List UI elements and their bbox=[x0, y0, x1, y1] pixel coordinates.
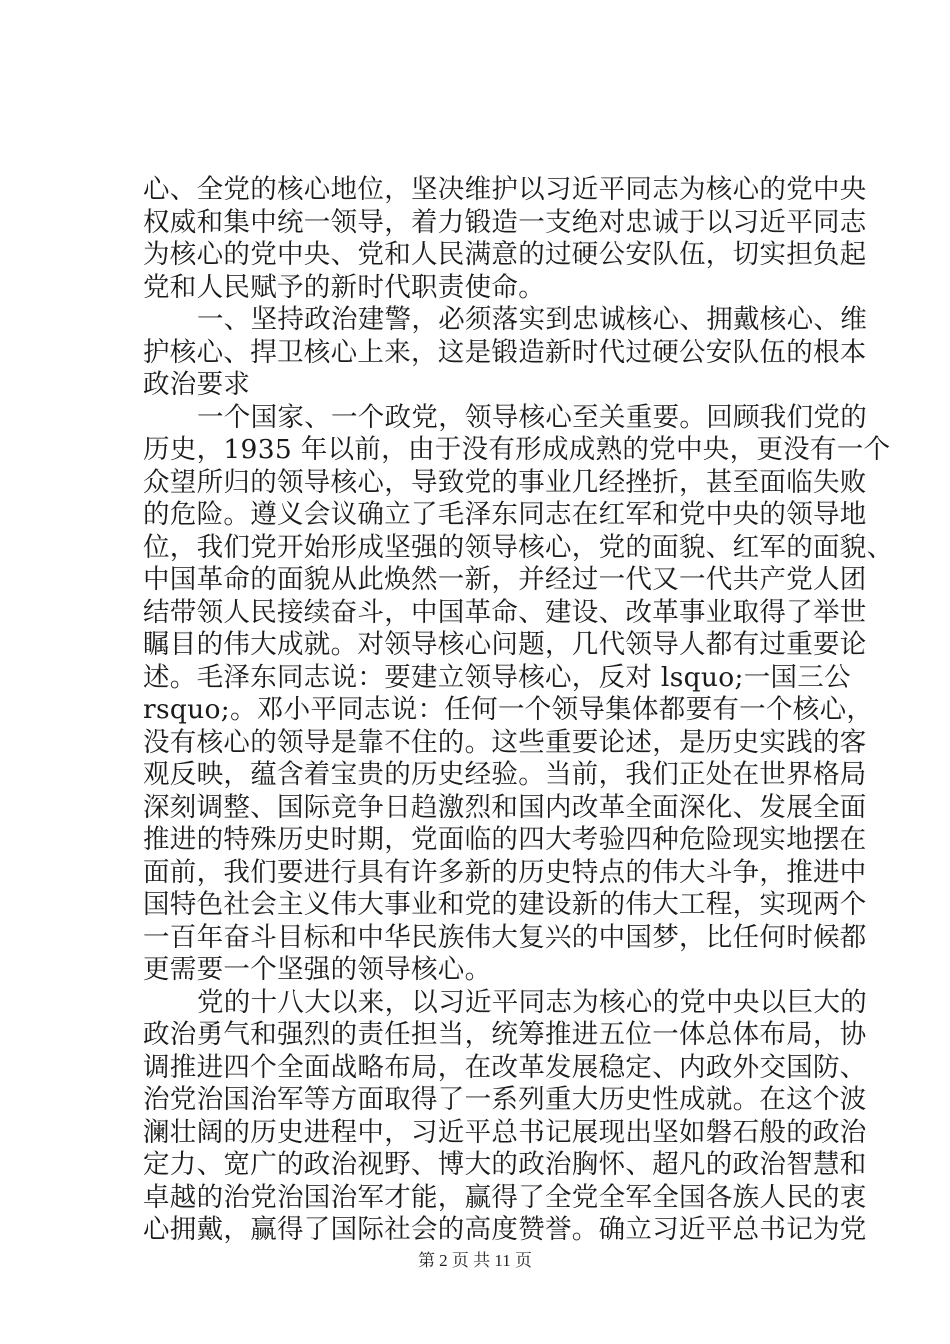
text-line: 历史，1935 年以前，由于没有形成成熟的党中央，更没有一个 bbox=[143, 434, 891, 465]
text-line: 国特色社会主义伟大事业和党的建设新的伟大工程，实现两个 bbox=[143, 889, 867, 920]
text-line: 述。毛泽东同志说：要建立领导核心，反对 lsquo;一国三公 bbox=[143, 661, 851, 693]
text-line: 党和人民赋予的新时代职责使命。 bbox=[143, 271, 545, 303]
text-line: 众望所归的领导核心，导致党的事业几经挫折，甚至面临失败 bbox=[143, 466, 867, 498]
text-line: 更需要一个坚强的领导核心。 bbox=[143, 954, 492, 985]
text-line: 没有核心的领导是靠不住的。这些重要论述，是历史实践的客 bbox=[143, 726, 867, 758]
paragraph-first-line: 党的十八大以来，以习近平同志为核心的党中央以巨大的 bbox=[197, 986, 867, 1018]
text-line: 位，我们党开始形成坚强的领导核心，党的面貌、红军的面貌、 bbox=[143, 531, 894, 563]
text-line: rsquo;。邓小平同志说：任何一个领导集体都要有一个核心， bbox=[143, 694, 874, 725]
text-line: 政治勇气和强烈的责任担当，统筹推进五位一体总体布局，协 bbox=[143, 1019, 867, 1050]
text-line: 为核心的党中央、党和人民满意的过硬公安队伍，切实担负起 bbox=[143, 239, 867, 270]
text-line: 治党治国治军等方面取得了一系列重大历史性成就。在这个波 bbox=[143, 1084, 867, 1115]
text-line: 护核心、捍卫核心上来，这是锻造新时代过硬公安队伍的根本 bbox=[143, 336, 867, 368]
text-line: 结带领人民接续奋斗，中国革命、建设、改革事业取得了举世 bbox=[143, 596, 867, 628]
text-line: 政治要求 bbox=[143, 369, 251, 400]
body-text bbox=[143, 174, 894, 1247]
text-line: 面前，我们要进行具有许多新的历史特点的伟大斗争，推进中 bbox=[143, 856, 867, 888]
text-line: 观反映，蕴含着宝贵的历史经验。当前，我们正处在世界格局 bbox=[143, 759, 867, 790]
text-line: 权威和集中统一领导，着力锻造一支绝对忠诚于以习近平同志 bbox=[143, 206, 867, 238]
text-line: 卓越的治党治国治军才能，赢得了全党全军全国各族人民的衷 bbox=[143, 1181, 867, 1213]
paragraph-first-line: 一、坚持政治建警，必须落实到忠诚核心、拥戴核心、维 bbox=[197, 304, 867, 335]
text-line: 定力、宽广的政治视野、博大的政治胸怀、超凡的政治智慧和 bbox=[143, 1149, 867, 1180]
text-line: 中国革命的面貌从此焕然一新，并经过一代又一代共产党人团 bbox=[143, 564, 867, 595]
text-line: 调推进四个全面战略布局，在改革发展稳定、内政外交国防、 bbox=[143, 1051, 867, 1083]
page-footer: 第 2 页 共 11 页 bbox=[417, 1251, 533, 1270]
text-line: 深刻调整、国际竞争日趋激烈和国内改革全面深化、发展全面 bbox=[143, 791, 867, 823]
text-line: 瞩目的伟大成就。对领导核心问题，几代领导人都有过重要论 bbox=[143, 629, 867, 660]
text-line: 心、全党的核心地位，坚决维护以习近平同志为核心的党中央 bbox=[143, 174, 867, 205]
text-line: 一百年奋斗目标和中华民族伟大复兴的中国梦，比任何时候都 bbox=[143, 921, 867, 953]
text-line: 心拥戴，赢得了国际社会的高度赞誉。确立习近平总书记为党 bbox=[143, 1214, 867, 1245]
text-line: 推进的特殊历史时期，党面临的四大考验四种危险现实地摆在 bbox=[143, 824, 867, 855]
text-line: 的危险。遵义会议确立了毛泽东同志在红军和党中央的领导地 bbox=[143, 499, 867, 530]
paragraph-first-line: 一个国家、一个政党，领导核心至关重要。回顾我们党的 bbox=[197, 401, 867, 433]
text-line: 澜壮阔的历史进程中，习近平总书记展现出坚如磐石般的政治 bbox=[143, 1116, 867, 1148]
